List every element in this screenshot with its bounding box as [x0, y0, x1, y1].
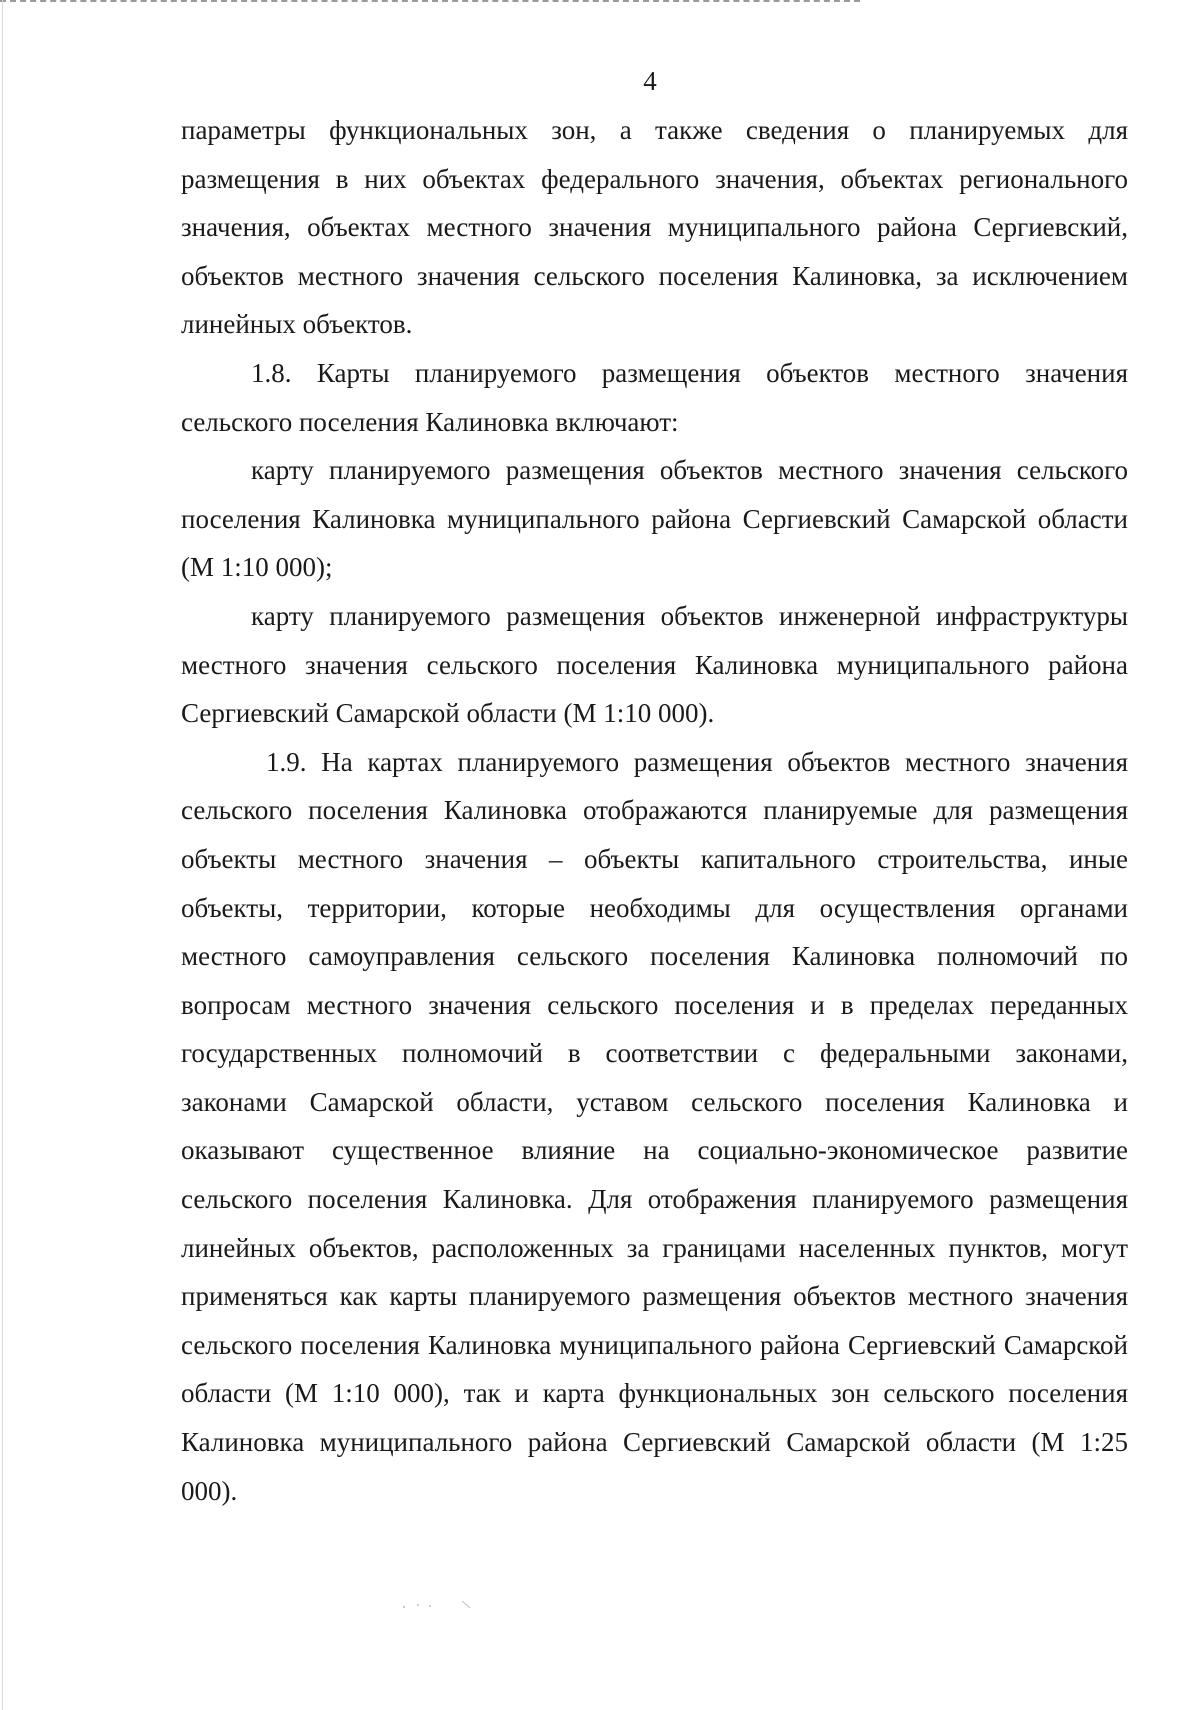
paragraph-map-local-objects: карту планируемого размещения объектов местного значения сельского поселения Калиновка муниципального района Сергиевский Самарской области (М 1:10 000);	[181, 455, 1128, 583]
scan-specks	[400, 1598, 500, 1612]
scan-edge-left	[2, 0, 3, 1710]
paragraph-1-8: 1.8. Карты планируемого размещения объектов местного значения сельского поселения Калиновка включают:	[181, 357, 1128, 437]
paragraph-1-9: 1.9. На картах планируемого размещения объектов местного значения сельского поселения Калиновка отображаются планируемые для размещения объекты местного значения – объекты капитального строительства, иные объекты, территории, которые необходимы для осуществления органами местного самоуправления сельского поселения Калиновка полномочий по вопросам местного значения сельского поселения и в пределах переданных государственных полномочий в соответствии с федеральными законами, законами Самарской области, уставом сельского поселения Калиновка и оказывают существенное влияние на социально-экономическое развитие сельского поселения Калиновка. Для отображения планируемого размещения линейных объектов, расположенных за границами населенных пунктов, могут применяться как карты планируемого размещения объектов местного значения сельского поселения Калиновка муниципального района Сергиевский Самарской области (М 1:10 000), так и карта функциональных зон сельского поселения Калиновка муниципального района Сергиевский Самарской области (М 1:25 000).	[181, 746, 1128, 1506]
paragraph-continuation: параметры функциональных зон, а также сведения о планируемых для размещения в них объектах федерального значения, объектах регионального значения, объектах местного значения муниципального района Сергиевский, объектов местного значения сельского поселения Калиновка, за исключением линейных объектов.	[181, 115, 1128, 340]
page-number: 4	[643, 66, 657, 96]
paragraph-map-infrastructure: карту планируемого размещения объектов инженерной инфраструктуры местного значения сельского поселения Калиновка муниципального района Сергиевский Самарской области (М 1:10 000).	[181, 600, 1128, 729]
scan-edge-top	[0, 0, 860, 2]
document-body	[181, 106, 1128, 1515]
